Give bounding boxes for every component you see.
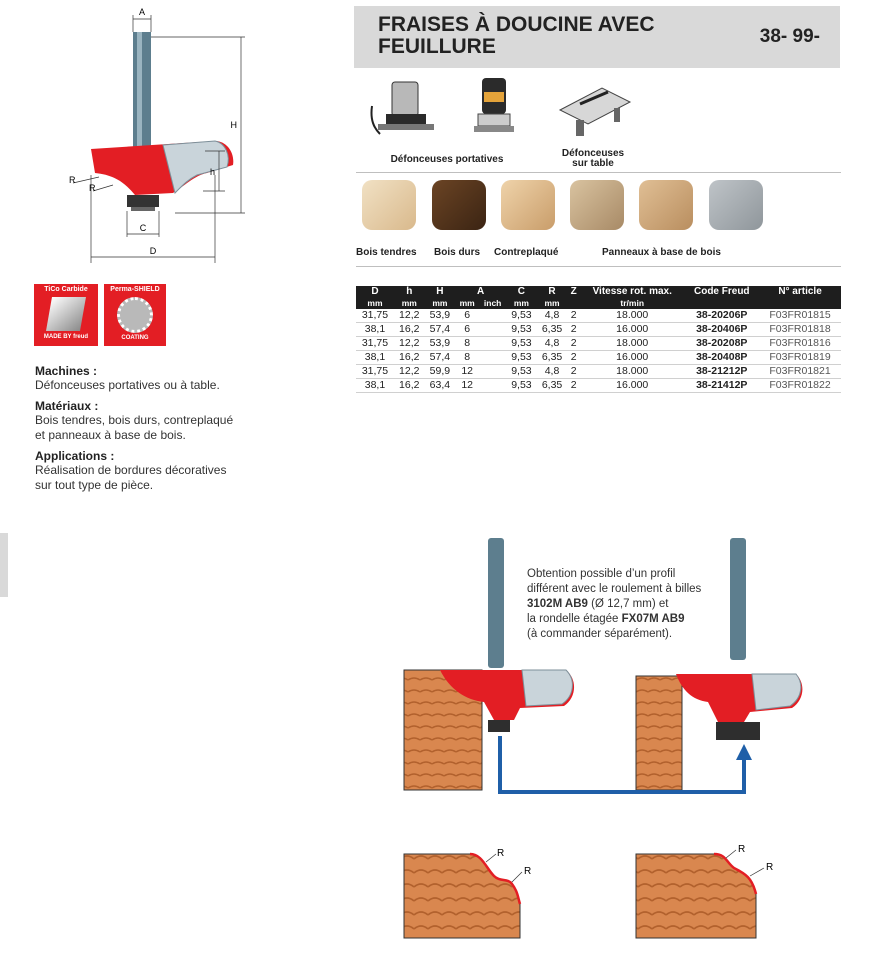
table-cell: 12,2 — [394, 309, 425, 323]
softwood-swatch — [362, 180, 416, 230]
table-cell — [479, 365, 506, 379]
table-cell: 18.000 — [580, 365, 684, 379]
right-workpiece — [636, 676, 682, 790]
bearing-note: Obtention possible d’un profil différent avec le roulement à billes 3102M AB9 (Ø 12,7 mm) et la rondelle étagée FX07M AB9 (à commander séparément). — [527, 568, 702, 640]
table-header-row — [356, 286, 841, 298]
page-reference: 38- 99- — [759, 26, 820, 47]
right-profile-R1: R — [738, 844, 746, 855]
table-cell: 18.000 — [580, 309, 684, 323]
col-A: A — [455, 286, 506, 298]
table-cell: 63,4 — [425, 379, 456, 393]
col-R: R — [537, 286, 568, 298]
label-portable-routers: Défonceuses portatives — [390, 154, 504, 165]
table-cell — [479, 323, 506, 337]
divider — [356, 172, 841, 173]
table-cell: 8 — [455, 351, 479, 365]
table-cell: 6 — [455, 309, 479, 323]
table-cell: 12 — [455, 365, 479, 379]
table-body — [356, 309, 841, 393]
left-bearing — [488, 720, 510, 732]
spec-table — [356, 286, 841, 393]
table-cell: F03FR01815 — [759, 309, 841, 323]
label-C: C — [139, 223, 147, 233]
label-H: H — [230, 120, 237, 130]
label-R-outer: R — [69, 175, 76, 185]
col-Z: Z — [567, 286, 580, 298]
table-cell: 16.000 — [580, 351, 684, 365]
table-cell: 4,8 — [537, 365, 568, 379]
table-cell: 2 — [567, 351, 580, 365]
table-row — [356, 309, 841, 323]
table-row — [356, 351, 841, 365]
table-cell — [479, 337, 506, 351]
left-profile-R2: R — [524, 866, 532, 877]
col-speed: Vitesse rot. max. — [580, 286, 684, 298]
table-cell — [479, 351, 506, 365]
side-tab — [0, 533, 8, 597]
table-cell: 9,53 — [506, 337, 537, 351]
portable-router-icon — [368, 76, 438, 146]
materials-title: Matériaux : — [35, 399, 99, 413]
arrow-head-icon — [736, 744, 752, 760]
table-cell — [479, 379, 506, 393]
table-cell: 31,75 — [356, 365, 394, 379]
table-cell: 57,4 — [425, 351, 456, 365]
table-cell: 8 — [455, 337, 479, 351]
table-cell: 57,4 — [425, 323, 456, 337]
table-cell: 38-20408P — [684, 351, 759, 365]
col-code: Code Freud — [684, 286, 759, 298]
washer-code: FX07M AB9 — [621, 613, 685, 625]
table-cell: 6,35 — [537, 323, 568, 337]
label-wood-panels: Panneaux à base de bois — [602, 247, 721, 258]
col-H: H — [425, 286, 456, 298]
table-row — [356, 323, 841, 337]
col-h: h — [394, 286, 425, 298]
table-cell: 38-20208P — [684, 337, 759, 351]
label-h: h — [209, 167, 215, 177]
table-cell: 59,9 — [425, 365, 456, 379]
table-cell: 2 — [567, 379, 580, 393]
particleboard-swatch — [570, 180, 624, 230]
left-profile — [404, 854, 520, 938]
table-cell: 4,8 — [537, 309, 568, 323]
melamine-swatch — [709, 180, 763, 230]
table-cell: F03FR01816 — [759, 337, 841, 351]
table-cell: 16,2 — [394, 323, 425, 337]
table-cell: 16.000 — [580, 379, 684, 393]
machines-text: Défonceuses portatives ou à table. — [35, 378, 220, 392]
label-hardwood: Bois durs — [434, 247, 481, 258]
table-row — [356, 337, 841, 351]
right-shank — [730, 538, 746, 660]
table-cell: 2 — [567, 365, 580, 379]
bit-dimension-diagram — [55, 5, 260, 267]
profile-results — [400, 838, 820, 943]
table-cell — [479, 309, 506, 323]
table-cell: 9,53 — [506, 323, 537, 337]
trim-router-icon — [470, 74, 522, 144]
table-cell: 16,2 — [394, 351, 425, 365]
hardwood-swatch — [432, 180, 486, 230]
table-cell: F03FR01822 — [759, 379, 841, 393]
table-cell: 6,35 — [537, 351, 568, 365]
table-cell: 9,53 — [506, 351, 537, 365]
table-cell: 9,53 — [506, 365, 537, 379]
table-row — [356, 365, 841, 379]
title-line-1: FRAISES À DOUCINE AVEC — [378, 13, 655, 36]
saw-blade-icon — [117, 297, 153, 333]
swap-arrow — [500, 736, 744, 792]
table-cell: 31,75 — [356, 309, 394, 323]
table-cell: 38,1 — [356, 351, 394, 365]
table-cell: 9,53 — [506, 309, 537, 323]
table-cell: 12 — [455, 379, 479, 393]
left-profile-R1: R — [497, 848, 505, 859]
table-cell: F03FR01818 — [759, 323, 841, 337]
tico-carbide-badge: TiCo Carbide MADE BY freud — [34, 284, 98, 346]
label-softwood: Bois tendres — [356, 247, 417, 258]
applications-text-1: Réalisation de bordures décoratives — [35, 463, 227, 477]
table-cell: 12,2 — [394, 365, 425, 379]
table-cell: 53,9 — [425, 337, 456, 351]
table-cell: 6 — [455, 323, 479, 337]
table-cell: 2 — [567, 309, 580, 323]
col-article: N° article — [759, 286, 841, 298]
applications-title: Applications : — [35, 449, 115, 463]
table-cell: F03FR01821 — [759, 365, 841, 379]
table-cell: 4,8 — [537, 337, 568, 351]
table-cell: 38,1 — [356, 323, 394, 337]
col-C: C — [506, 286, 537, 298]
left-shank — [488, 538, 504, 668]
carbide-tip-icon — [46, 297, 86, 331]
label-plywood: Contreplaqué — [494, 247, 559, 258]
table-cell: 18.000 — [580, 337, 684, 351]
col-D: D — [356, 286, 394, 298]
router-table-icon — [556, 80, 634, 140]
right-profile — [636, 854, 756, 938]
table-cell: 38-21212P — [684, 365, 759, 379]
table-cell: 16.000 — [580, 323, 684, 337]
table-cell: 12,2 — [394, 337, 425, 351]
materials-text-1: Bois tendres, bois durs, contreplaqué — [35, 413, 234, 427]
table-units-row: mm mm mm mm inch mm mm tr/min — [356, 298, 841, 309]
plywood-swatch — [501, 180, 555, 230]
table-cell: 16,2 — [394, 379, 425, 393]
machines-title: Machines : — [35, 364, 98, 378]
info-section — [35, 364, 265, 493]
label-table-routers: Défonceuses sur table — [561, 148, 625, 169]
right-bearing — [716, 722, 760, 740]
title-line-2: FEUILLURE — [378, 35, 496, 58]
table-cell: 38-20206P — [684, 309, 759, 323]
table-cell: 38-21412P — [684, 379, 759, 393]
divider — [356, 266, 841, 267]
table-cell: 31,75 — [356, 337, 394, 351]
table-cell: 53,9 — [425, 309, 456, 323]
table-cell: 9,53 — [506, 379, 537, 393]
page-header — [354, 6, 840, 68]
applications-text-2: sur tout type de pièce. — [35, 478, 154, 492]
materials-text-2: et panneaux à base de bois. — [35, 428, 186, 442]
right-profile-R2: R — [766, 862, 774, 873]
table-cell: 2 — [567, 337, 580, 351]
bearing-code: 3102M AB9 — [527, 598, 588, 610]
table-cell: 38-20406P — [684, 323, 759, 337]
table-cell: 38,1 — [356, 379, 394, 393]
table-cell: F03FR01819 — [759, 351, 841, 365]
mdf-swatch — [639, 180, 693, 230]
table-cell: 2 — [567, 323, 580, 337]
label-R-inner: R — [89, 183, 96, 193]
label-D: D — [149, 246, 157, 256]
bearing-swap-illustration — [396, 530, 816, 800]
perma-shield-badge: Perma-SHIELD COATING — [104, 284, 166, 346]
table-cell: 6,35 — [537, 379, 568, 393]
table-row — [356, 379, 841, 393]
label-A: A — [138, 7, 146, 17]
page-title — [378, 14, 655, 58]
